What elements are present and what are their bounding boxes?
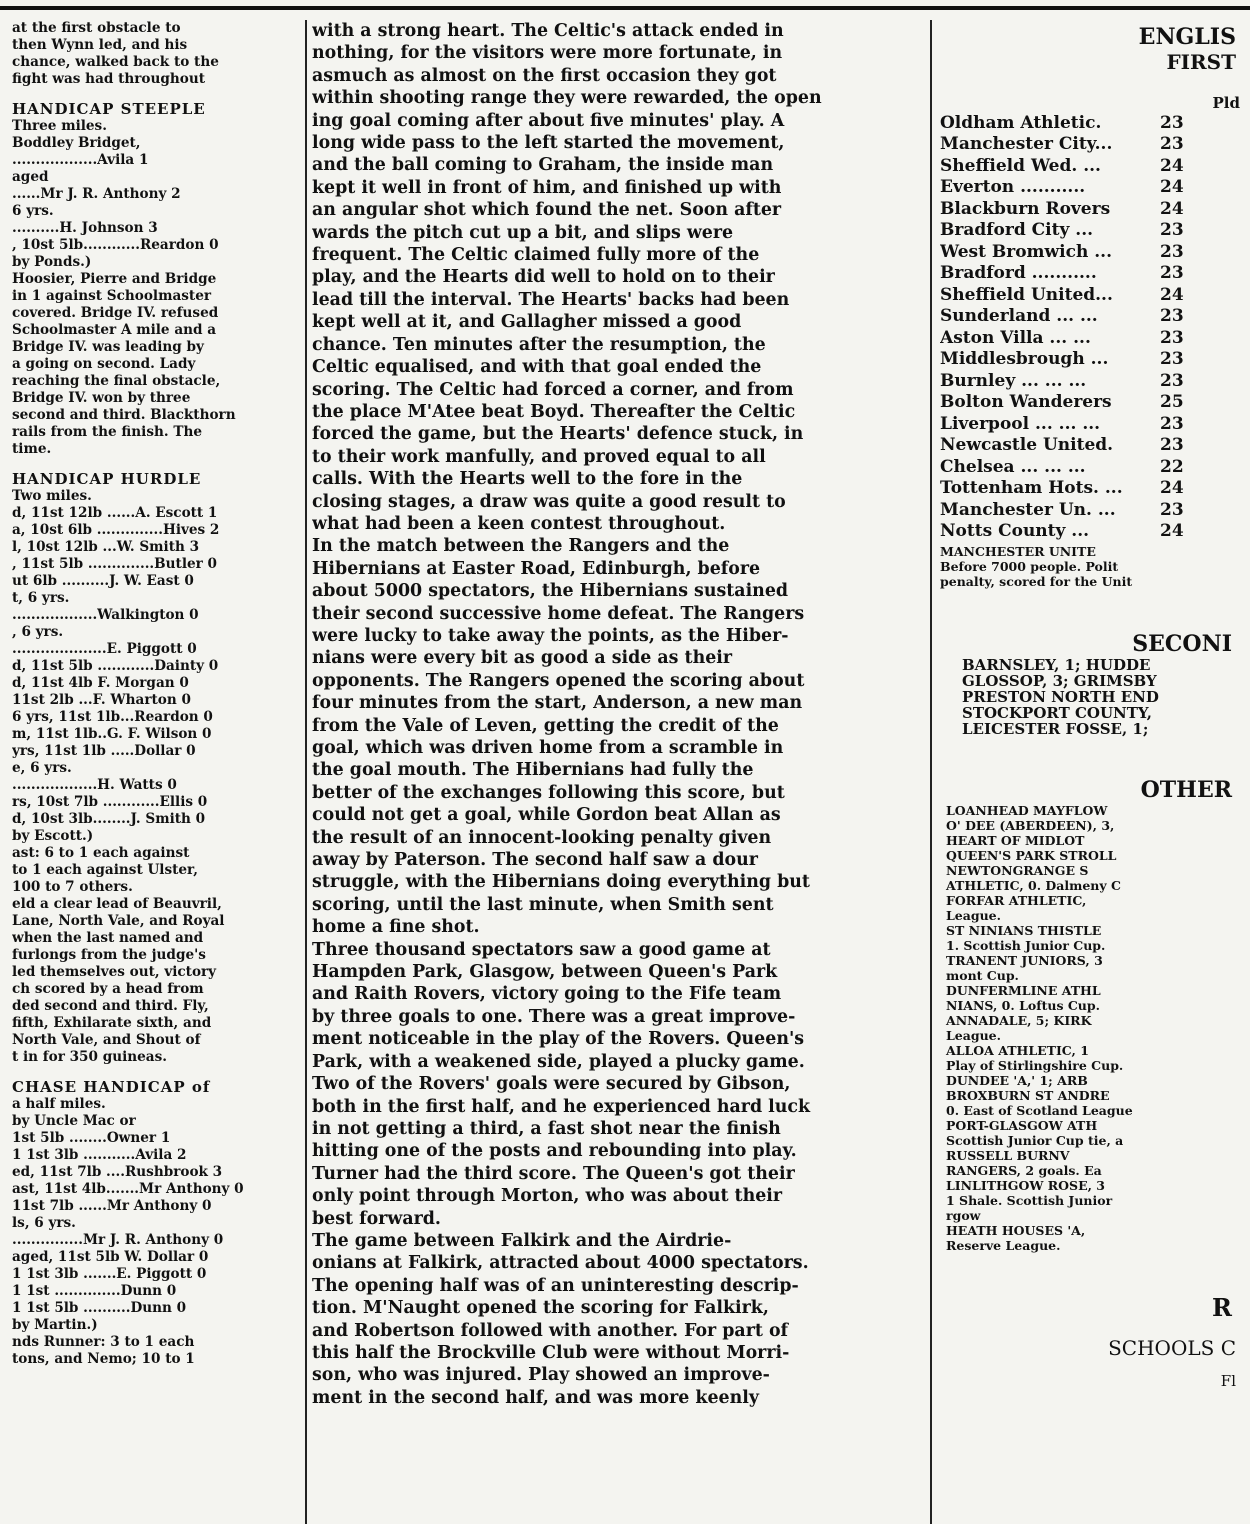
result-line: led themselves out, victory xyxy=(12,964,217,980)
result-line: rs, 10st 7lb ............Ellis 0 xyxy=(12,794,208,810)
text-line: this half the Brockville Club were without Morri- xyxy=(312,1342,790,1363)
text-line: four minutes from the start, Anderson, a new man xyxy=(312,693,803,714)
racing-report-lines-a xyxy=(12,20,298,88)
text-line: calls. With the Hearts well to the fore in the xyxy=(312,469,743,490)
result-line: d, 11st 4lb F. Morgan 0 xyxy=(12,675,189,691)
played-column-header: Pld xyxy=(1212,94,1240,112)
result-line: by Martin.) xyxy=(12,1317,98,1333)
middle-column xyxy=(312,20,937,1524)
text-line: In the match between the Rangers and the xyxy=(312,536,730,557)
result-line: furlongs from the judge's xyxy=(12,947,206,963)
result-line: Hoosier, Pierre and Bridge xyxy=(12,271,217,287)
league-table xyxy=(940,112,1200,542)
text-line: an angular shot which found the net. Soon after xyxy=(312,200,782,221)
games-played: 24 xyxy=(1160,177,1184,198)
text-line: frequent. The Celtic claimed fully more of the xyxy=(312,245,760,266)
result-line: fifth, Exhilarate sixth, and xyxy=(12,1015,212,1031)
text-line: the place M'Atee beat Boyd. Thereafter the Celtic xyxy=(312,401,796,422)
text-line: could not get a goal, while Gordon beat Allan as xyxy=(312,805,781,826)
games-played: 23 xyxy=(1160,327,1184,348)
result-line: HEART OF MIDLOT xyxy=(946,833,1085,848)
team-name: Everton ........... xyxy=(940,177,1086,198)
result-line: a going on second. Lady xyxy=(12,356,196,372)
team-name: Burnley ... ... ... xyxy=(940,370,1087,391)
table-row xyxy=(940,435,1200,457)
team-name: Sunderland ... ... xyxy=(940,306,1098,327)
result-line: ST NINIANS THISTLE xyxy=(946,923,1102,938)
text-line: tion. M'Naught opened the scoring for Falkirk, xyxy=(312,1298,769,1319)
text-line: Three thousand spectators saw a good game at xyxy=(312,939,771,960)
heading-handicap-hurdle: HANDICAP HURDLE xyxy=(12,470,202,488)
result-line: RANGERS, 2 goals. Ea xyxy=(946,1163,1102,1178)
result-line: STOCKPORT COUNTY, xyxy=(962,704,1152,722)
result-line: BROXBURN ST ANDRE xyxy=(946,1088,1110,1103)
text-line: scoring, until the last minute, when Smith sent xyxy=(312,894,774,915)
text-line: struggle, with the Hibernians doing everything but xyxy=(312,872,810,893)
result-line: second and third. Blackthorn xyxy=(12,407,236,423)
team-name: Oldham Athletic. xyxy=(940,112,1102,133)
table-row xyxy=(940,263,1200,285)
text-line: hitting one of the posts and rebounding into play. xyxy=(312,1141,797,1162)
result-line: mont Cup. xyxy=(946,968,1019,983)
result-line: ..................Avila 1 xyxy=(12,152,149,168)
text-line: the result of an innocent-looking penalty given xyxy=(312,827,772,848)
team-name: Liverpool ... ... ... xyxy=(940,413,1101,434)
table-row xyxy=(940,306,1200,328)
games-played: 24 xyxy=(1160,521,1184,542)
text-line: kept it well in front of him, and finished up with xyxy=(312,177,782,198)
result-line: TRANENT JUNIORS, 3 xyxy=(946,953,1103,968)
result-line: FORFAR ATHLETIC, xyxy=(946,893,1087,908)
text-line: by three goals to one. There was a great improve- xyxy=(312,1006,796,1027)
result-line: d, 10st 3lb........J. Smith 0 xyxy=(12,811,206,827)
bottom-fragment: Fl xyxy=(1220,1372,1236,1390)
table-row xyxy=(940,413,1200,435)
result-line: PRESTON NORTH END xyxy=(962,688,1159,706)
result-line: covered. Bridge IV. refused xyxy=(12,305,219,321)
text-line: The opening half was of an uninteresting descrip- xyxy=(312,1275,799,1296)
result-line: LINLITHGOW ROSE, 3 xyxy=(946,1178,1105,1193)
table-row xyxy=(940,327,1200,349)
team-name: Middlesbrough ... xyxy=(940,349,1109,370)
games-played: 23 xyxy=(1160,241,1184,262)
team-name: Bolton Wanderers xyxy=(940,392,1112,413)
result-line: ded second and third. Fly, xyxy=(12,998,209,1014)
text-line: The game between Falkirk and the Airdrie- xyxy=(312,1230,732,1251)
text-line: Hampden Park, Glasgow, between Queen's Park xyxy=(312,962,778,983)
result-line: ......Mr J. R. Anthony 2 xyxy=(12,186,181,202)
text-line: and Robertson followed with another. For part of xyxy=(312,1320,789,1341)
result-line: 0. East of Scotland League xyxy=(946,1103,1133,1118)
text-line: onians at Falkirk, attracted about 4000 spectators. xyxy=(312,1253,809,1274)
result-line: 1 1st 3lb .......E. Piggott 0 xyxy=(12,1266,207,1282)
league-heading: ENGLIS xyxy=(1138,24,1236,50)
team-name: Sheffield United... xyxy=(940,284,1113,305)
games-played: 23 xyxy=(1160,112,1184,133)
games-played: 23 xyxy=(1160,306,1184,327)
text-line: better of the exchanges following this score, but xyxy=(312,782,785,803)
top-rule xyxy=(0,6,1250,10)
text-line: to their work manfully, and proved equal to all xyxy=(312,446,766,467)
text-line: chance, walked back to the xyxy=(12,54,219,70)
result-line: Lane, North Vale, and Royal xyxy=(12,913,225,929)
table-row xyxy=(940,499,1200,521)
result-line: a, 10st 6lb ..............Hives 2 xyxy=(12,522,220,538)
result-line: League. xyxy=(946,908,1001,923)
result-line: PORT-GLASGOW ATH xyxy=(946,1118,1098,1133)
racing-result-lines-c xyxy=(12,488,298,1066)
text-line: then Wynn led, and his xyxy=(12,37,188,53)
table-row xyxy=(940,177,1200,199)
result-line: 6 yrs. xyxy=(12,203,54,219)
result-line: 11st 7lb ......Mr Anthony 0 xyxy=(12,1198,212,1214)
text-line: closing stages, a draw was quite a good result to xyxy=(312,491,786,512)
games-played: 24 xyxy=(1160,478,1184,499)
result-line: t, 6 yrs. xyxy=(12,590,70,606)
text-line: opponents. The Rangers opened the scoring about xyxy=(312,670,805,691)
text-line: what had been a keen contest throughout. xyxy=(312,513,726,534)
table-row xyxy=(940,198,1200,220)
games-played: 24 xyxy=(1160,284,1184,305)
second-division-results xyxy=(940,657,1240,737)
text-line: home a fine shot. xyxy=(312,917,480,938)
result-line: 11st 2lb ...F. Wharton 0 xyxy=(12,692,191,708)
text-line: only point through Morton, who was about their xyxy=(312,1186,783,1207)
table-row xyxy=(940,284,1200,306)
text-line: both in the first half, and he experienced hard luck xyxy=(312,1096,811,1117)
team-name: West Bromwich ... xyxy=(940,241,1112,262)
games-played: 23 xyxy=(1160,413,1184,434)
result-line: Schoolmaster A mile and a xyxy=(12,322,217,338)
result-line: tons, and Nemo; 10 to 1 xyxy=(12,1351,195,1367)
text-line: Two of the Rovers' goals were secured by Gibson, xyxy=(312,1074,791,1095)
games-played: 23 xyxy=(1160,370,1184,391)
text-line: with a strong heart. The Celtic's attack ended in xyxy=(312,21,784,41)
result-line: North Vale, and Shout of xyxy=(12,1032,201,1048)
team-name: Chelsea ... ... ... xyxy=(940,456,1086,477)
text-line: son, who was injured. Play showed an improve- xyxy=(312,1365,770,1386)
team-name: Bradford City ... xyxy=(940,220,1094,241)
team-name: Notts County ... xyxy=(940,521,1090,542)
text-line: in not getting a third, a fast shot near the finish xyxy=(312,1118,781,1139)
result-line: GLOSSOP, 3; GRIMSBY xyxy=(962,672,1157,690)
result-line: 1 1st ..............Dunn 0 xyxy=(12,1283,177,1299)
text-line: at the first obstacle to xyxy=(12,20,181,36)
result-line: O' DEE (ABERDEEN), 3, xyxy=(946,818,1115,833)
result-line: Reserve League. xyxy=(946,1238,1061,1253)
result-line: , 11st 5lb ..............Butler 0 xyxy=(12,556,217,572)
result-line: by Escott.) xyxy=(12,828,94,844)
games-played: 23 xyxy=(1160,263,1184,284)
text-line: from the Vale of Leven, getting the credit of the xyxy=(312,715,779,736)
result-line: when the last named and xyxy=(12,930,204,946)
text-line: Celtic equalised, and with that goal ended the xyxy=(312,357,762,378)
text-line: nothing, for the visitors were more fortunate, in xyxy=(312,43,783,64)
result-line: , 6 yrs. xyxy=(12,624,64,640)
result-line: DUNFERMLINE ATHL xyxy=(946,983,1101,998)
heading-chase-handicap: CHASE HANDICAP of xyxy=(12,1078,211,1096)
table-row xyxy=(940,370,1200,392)
text-line: about 5000 spectators, the Hibernians sustained xyxy=(312,581,789,602)
team-name: Blackburn Rovers xyxy=(940,198,1111,219)
team-name: Bradford ........... xyxy=(940,263,1097,284)
result-line: ls, 6 yrs. xyxy=(12,1215,76,1231)
result-line: ast, 11st 4lb.......Mr Anthony 0 xyxy=(12,1181,244,1197)
result-line: d, 11st 5lb ............Dainty 0 xyxy=(12,658,219,674)
result-line: eld a clear lead of Beauvril, xyxy=(12,896,222,912)
result-line: l, 10st 12lb ...W. Smith 3 xyxy=(12,539,200,555)
result-line: ..................H. Watts 0 xyxy=(12,777,177,793)
result-line: in 1 against Schoolmaster xyxy=(12,288,212,304)
table-row xyxy=(940,112,1200,134)
text-line: play, and the Hearts did well to hold on to their xyxy=(312,267,775,288)
team-name: Tottenham Hots. ... xyxy=(940,478,1123,499)
racing-result-lines-b xyxy=(12,118,298,458)
table-row xyxy=(940,392,1200,414)
team-name: Aston Villa ... ... xyxy=(940,327,1091,348)
text-line: goal, which was driven home from a scramble in xyxy=(312,738,784,758)
result-line: aged, 11st 5lb W. Dollar 0 xyxy=(12,1249,209,1265)
result-line: ast: 6 to 1 each against xyxy=(12,845,190,861)
result-line: Bridge IV. was leading by xyxy=(12,339,204,355)
result-line: League. xyxy=(946,1028,1001,1043)
result-line: 6 yrs, 11st 1lb...Reardon 0 xyxy=(12,709,213,725)
result-line: aged xyxy=(12,169,49,185)
result-line: ..................Walkington 0 xyxy=(12,607,199,623)
result-line: d, 11st 12lb ......A. Escott 1 xyxy=(12,505,218,521)
games-played: 24 xyxy=(1160,198,1184,219)
result-line: Three miles. xyxy=(12,118,107,134)
games-played: 24 xyxy=(1160,155,1184,176)
note-line: penalty, scored for the Unit xyxy=(940,574,1133,589)
other-match-results xyxy=(940,803,1240,1253)
text-line: and Raith Rovers, victory going to the Fife team xyxy=(312,984,782,1005)
result-line: a half miles. xyxy=(12,1096,106,1112)
games-played: 23 xyxy=(1160,349,1184,370)
result-line: rails from the finish. The xyxy=(12,424,203,440)
football-report-text xyxy=(312,20,937,1409)
games-played: 23 xyxy=(1160,435,1184,456)
result-line: by Uncle Mac or xyxy=(12,1113,136,1129)
result-line: , 10st 5lb............Reardon 0 xyxy=(12,237,219,253)
text-line: Hibernians at Easter Road, Edinburgh, before xyxy=(312,558,761,579)
table-row xyxy=(940,155,1200,177)
table-row xyxy=(940,349,1200,371)
games-played: 23 xyxy=(1160,220,1184,241)
note-line: MANCHESTER UNITE xyxy=(940,544,1096,559)
text-line: and the ball coming to Graham, the inside man xyxy=(312,155,774,176)
text-line: within shooting range they were rewarded, the open xyxy=(312,88,822,109)
result-line: t in for 350 guineas. xyxy=(12,1049,167,1065)
result-line: ut 6lb ..........J. W. East 0 xyxy=(12,573,194,589)
table-row xyxy=(940,521,1200,543)
division-heading: FIRST xyxy=(1166,50,1236,74)
result-line: NEWTONGRANGE S xyxy=(946,863,1089,878)
note-line: Before 7000 people. Polit xyxy=(940,559,1119,574)
text-line: were lucky to take away the points, as the Hiber- xyxy=(312,625,789,646)
text-line: nians were every bit as good a side as their xyxy=(312,648,733,669)
result-line: ..........H. Johnson 3 xyxy=(12,220,158,236)
left-column xyxy=(12,20,298,1524)
games-played: 25 xyxy=(1160,392,1184,413)
text-line: their second successive home defeat. The Rangers xyxy=(312,603,805,624)
result-line: m, 11st 1lb..G. F. Wilson 0 xyxy=(12,726,212,742)
text-line: chance. Ten minutes after the resumption, the xyxy=(312,334,766,355)
games-played: 23 xyxy=(1160,499,1184,520)
result-line: 1 Shale. Scottish Junior xyxy=(946,1193,1113,1208)
result-line: ATHLETIC, 0. Dalmeny C xyxy=(946,878,1121,893)
match-note xyxy=(940,544,1240,589)
table-row xyxy=(940,456,1200,478)
result-line: Scottish Junior Cup tie, a xyxy=(946,1133,1124,1148)
games-played: 22 xyxy=(1160,456,1184,477)
result-line: HEATH HOUSES 'A, xyxy=(946,1223,1086,1238)
text-line: ing goal coming after about five minutes' play. A xyxy=(312,110,785,131)
result-line: 1 1st 3lb ...........Avila 2 xyxy=(12,1147,187,1163)
result-line: LOANHEAD MAYFLOW xyxy=(946,803,1108,818)
result-line: by Ponds.) xyxy=(12,254,92,270)
result-line: BARNSLEY, 1; HUDDE xyxy=(962,656,1151,674)
result-line: to 1 each against Ulster, xyxy=(12,862,198,878)
text-line: Park, with a weakened side, played a plucky game. xyxy=(312,1051,805,1072)
result-line: QUEEN'S PARK STROLL xyxy=(946,848,1117,863)
result-line: RUSSELL BURNV xyxy=(946,1148,1070,1163)
team-name: Newcastle United. xyxy=(940,435,1114,456)
result-line: Boddley Bridget, xyxy=(12,135,141,151)
result-line: time. xyxy=(12,441,52,457)
result-line: Bridge IV. won by three xyxy=(12,390,191,406)
team-name: Manchester City... xyxy=(940,134,1113,155)
schools-heading: SCHOOLS C xyxy=(1108,1336,1236,1360)
text-line: best forward. xyxy=(312,1208,441,1229)
text-line: scoring. The Celtic had forced a corner, and from xyxy=(312,379,794,400)
text-line: ment noticeable in the play of the Rovers. Queen's xyxy=(312,1029,805,1050)
text-line: asmuch as almost on the first occasion they got xyxy=(312,65,777,86)
result-line: 100 to 7 others. xyxy=(12,879,133,895)
result-line: ANNADALE, 5; KIRK xyxy=(946,1013,1092,1028)
result-line: ....................E. Piggott 0 xyxy=(12,641,197,657)
result-line: 1. Scottish Junior Cup. xyxy=(946,938,1106,953)
result-line: Play of Stirlingshire Cup. xyxy=(946,1058,1124,1073)
result-line: reaching the final obstacle, xyxy=(12,373,221,389)
games-played: 23 xyxy=(1160,134,1184,155)
other-matches-heading: OTHER xyxy=(1140,777,1232,803)
table-row xyxy=(940,220,1200,242)
result-line: ed, 11st 7lb ....Rushbrook 3 xyxy=(12,1164,223,1180)
table-row xyxy=(940,478,1200,500)
result-line: LEICESTER FOSSE, 1; xyxy=(962,720,1149,738)
text-line: away by Paterson. The second half saw a dour xyxy=(312,850,758,871)
result-line: ALLOA ATHLETIC, 1 xyxy=(946,1043,1089,1058)
text-line: long wide pass to the left started the movement, xyxy=(312,133,785,154)
column-rule-left xyxy=(305,20,307,1524)
result-line: 1 1st 5lb ..........Dunn 0 xyxy=(12,1300,187,1316)
result-line: ch scored by a head from xyxy=(12,981,204,997)
team-name: Manchester Un. ... xyxy=(940,499,1116,520)
result-line: DUNDEE 'A,' 1; ARB xyxy=(946,1073,1088,1088)
text-line: fight was had throughout xyxy=(12,71,206,87)
table-row xyxy=(940,241,1200,263)
heading-handicap-steeple: HANDICAP STEEPLE xyxy=(12,100,206,118)
text-line: the goal mouth. The Hibernians had fully the xyxy=(312,760,754,781)
section-letter: R xyxy=(1212,1293,1232,1322)
result-line: e, 6 yrs. xyxy=(12,760,72,776)
result-line: NIANS, 0. Loftus Cup. xyxy=(946,998,1100,1013)
result-line: yrs, 11st 1lb .....Dollar 0 xyxy=(12,743,196,759)
right-column xyxy=(940,20,1240,1524)
text-line: ment in the second half, and was more keenly xyxy=(312,1387,759,1408)
result-line: Two miles. xyxy=(12,488,92,504)
result-line: ...............Mr J. R. Anthony 0 xyxy=(12,1232,224,1248)
text-line: wards the pitch cut up a bit, and slips were xyxy=(312,222,734,243)
team-name: Sheffield Wed. ... xyxy=(940,155,1101,176)
text-line: Turner had the third score. The Queen's got their xyxy=(312,1163,795,1184)
result-line: nds Runner: 3 to 1 each xyxy=(12,1334,195,1350)
second-division-heading: SECONI xyxy=(1132,631,1232,657)
racing-result-lines-d xyxy=(12,1096,298,1368)
text-line: forced the game, but the Hearts' defence stuck, in xyxy=(312,424,804,445)
text-line: kept well at it, and Gallagher missed a good xyxy=(312,312,742,333)
result-line: rgow xyxy=(946,1208,981,1223)
table-row xyxy=(940,134,1200,156)
result-line: 1st 5lb ........Owner 1 xyxy=(12,1130,171,1146)
text-line: lead till the interval. The Hearts' backs had been xyxy=(312,289,790,310)
